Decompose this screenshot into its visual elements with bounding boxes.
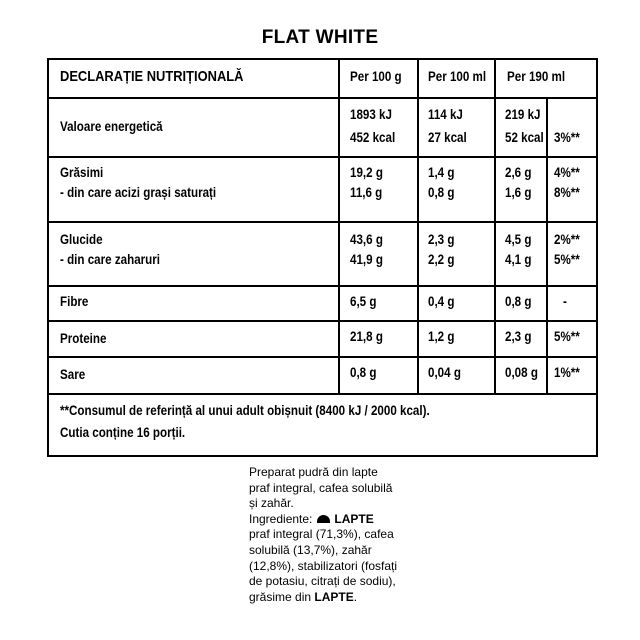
row-label-carbs: Glucide — [60, 232, 103, 247]
allergen-lapte: LAPTE — [334, 511, 374, 526]
cell-sugars-ri: 5%** — [554, 252, 580, 267]
column-divider — [546, 98, 548, 395]
cell-energy-190ml-kj: 219 kJ — [505, 107, 541, 122]
row-divider — [47, 285, 598, 287]
cell-sugars-100g: 41,9 g — [350, 252, 383, 267]
cell-protein-ri: 5%** — [554, 329, 580, 344]
ingredients-label: Ingrediente: — [249, 511, 313, 526]
column-divider — [338, 58, 340, 395]
row-label-fat: Grăsimi — [60, 165, 104, 180]
allergen-lapte: LAPTE — [314, 589, 354, 604]
cell-saturates-ri: 8%** — [554, 185, 580, 200]
row-label-energy: Valoare energetică — [60, 119, 163, 134]
ingredients-block — [249, 465, 419, 605]
ingredients-line: de potasiu, citrați de sodiu), — [249, 574, 396, 589]
header-per-100g: Per 100 g — [350, 69, 402, 84]
header-divider — [47, 97, 598, 99]
cell-saturates-190ml: 1,6 g — [505, 185, 532, 200]
cell-sugars-190ml: 4,1 g — [505, 252, 532, 267]
description-line: și zahăr. — [249, 496, 294, 511]
column-divider — [494, 58, 496, 395]
cell-salt-ri: 1%** — [554, 365, 580, 380]
row-label-sugars: - din care zaharuri — [60, 252, 161, 267]
milk-icon — [317, 515, 330, 523]
header-per-100ml: Per 100 ml — [428, 69, 487, 84]
cell-sugars-100ml: 2,2 g — [428, 252, 455, 267]
footnote-reference-intake: **Consumul de referință al unui adult obișnuit (8400 kJ / 2000 kcal). — [60, 403, 430, 418]
row-divider — [47, 393, 598, 395]
cell-fibre-100ml: 0,4 g — [428, 294, 455, 309]
table-header-title: DECLARAȚIE NUTRIȚIONALĂ — [60, 68, 244, 85]
cell-saturates-100g: 11,6 g — [350, 185, 383, 200]
cell-energy-190ml-kcal: 52 kcal — [505, 130, 544, 145]
cell-carbs-ri: 2%** — [554, 232, 580, 247]
row-divider — [47, 320, 598, 322]
cell-fibre-100g: 6,5 g — [350, 294, 377, 309]
cell-energy-100g-kcal: 452 kcal — [350, 130, 396, 145]
header-per-190ml: Per 190 ml — [507, 69, 566, 84]
row-label-saturates: - din care acizi grași saturați — [60, 185, 217, 200]
cell-carbs-100g: 43,6 g — [350, 232, 383, 247]
description-line: praf integral, cafea solubilă — [249, 480, 393, 495]
cell-energy-100g-kj: 1893 kJ — [350, 107, 392, 122]
cell-salt-100g: 0,8 g — [350, 365, 377, 380]
cell-fat-ri: 4%** — [554, 165, 580, 180]
row-divider — [47, 221, 598, 223]
ingredients-last-line: grăsime din LAPTE. — [249, 589, 358, 604]
ingredients-heading-line — [249, 512, 419, 528]
ingredients-line: solubilă (13,7%), zahăr — [249, 542, 372, 557]
description-line: Preparat pudră din lapte — [249, 465, 378, 479]
cell-fibre-190ml: 0,8 g — [505, 294, 532, 309]
ingredients-line: praf integral (71,3%), cafea — [249, 527, 394, 542]
cell-salt-100ml: 0,04 g — [428, 365, 461, 380]
cell-fat-100g: 19,2 g — [350, 165, 383, 180]
cell-energy-ri: 3%** — [554, 130, 580, 145]
footnote-portions: Cutia conține 16 porții. — [60, 425, 186, 440]
row-label-fibre: Fibre — [60, 294, 89, 309]
cell-protein-100g: 21,8 g — [350, 329, 383, 344]
cell-protein-190ml: 2,3 g — [505, 329, 532, 344]
cell-energy-100ml-kj: 114 kJ — [428, 107, 463, 122]
cell-fat-190ml: 2,6 g — [505, 165, 532, 180]
row-divider — [47, 156, 598, 158]
product-title: FLAT WHITE — [261, 27, 379, 48]
cell-energy-100ml-kcal: 27 kcal — [428, 130, 467, 145]
cell-protein-100ml: 1,2 g — [428, 329, 455, 344]
row-label-salt: Sare — [60, 367, 86, 382]
cell-carbs-190ml: 4,5 g — [505, 232, 532, 247]
cell-carbs-100ml: 2,3 g — [428, 232, 455, 247]
cell-fat-100ml: 1,4 g — [428, 165, 455, 180]
row-label-protein: Proteine — [60, 331, 107, 346]
cell-salt-190ml: 0,08 g — [505, 365, 538, 380]
cell-fibre-ri: - — [563, 294, 567, 309]
row-divider — [47, 356, 598, 358]
ingredients-line: (12,8%), stabilizatori (fosfați — [249, 558, 398, 573]
column-divider — [417, 58, 419, 395]
cell-saturates-100ml: 0,8 g — [428, 185, 455, 200]
